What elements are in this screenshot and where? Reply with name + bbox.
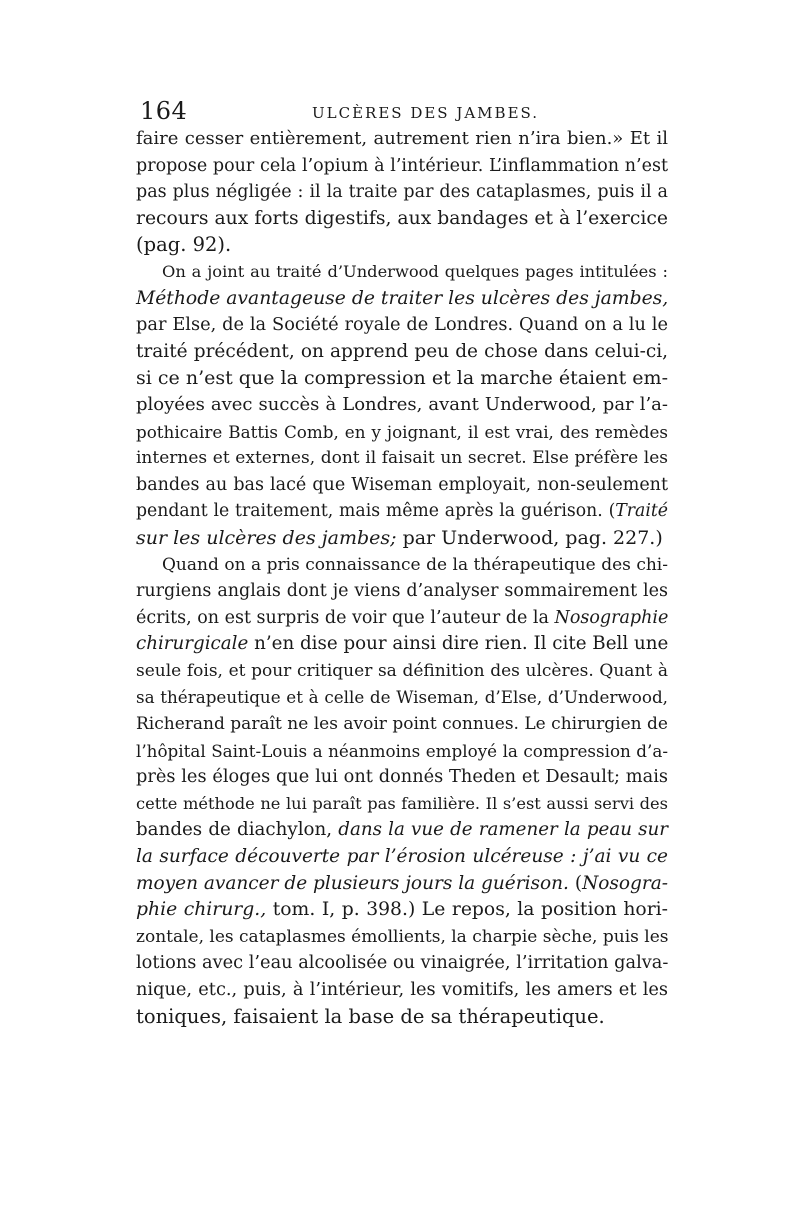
text-line: près les éloges que lui ont donnés Theden et Desault; mais [136, 767, 668, 788]
text-line: seule fois, et pour critiquer sa définition des ulcères. Quant à [136, 660, 668, 681]
text-line: zontale, les cataplasmes émollients, la charpie sèche, puis les [136, 926, 669, 947]
text-line: toniques, faisaient la base de sa thérapeutique. [136, 1004, 605, 1028]
text-line: par Else, de la Société royale de Londres. Quand on a lu le [136, 315, 668, 336]
text-line: pothicaire Battis Comb, en y joignant, il est vrai, des remèdes [136, 421, 668, 442]
text-line: internes et externes, dont il faisait un secret. Else préfère les [136, 448, 668, 469]
page-header [140, 96, 668, 126]
text-line: recours aux forts digestifs, aux bandages et à l’exercice [136, 207, 668, 229]
text-line: chirurgicale n’en dise pour ainsi dire rien. Il cite Bell une [136, 633, 669, 655]
text-line: écrits, on est surpris de voir que l’auteur de la Nosographie [136, 607, 669, 628]
text-line: propose pour cela l’opium à l’intérieur. L’inflammation n’est [136, 155, 668, 176]
text-line: l’hôpital Saint-Louis a néanmoins employé la compression d’a- [136, 740, 668, 761]
text-line: ployées avec succès à Londres, avant Underwood, par l’a- [136, 393, 668, 415]
text-line: la surface découverte par l’érosion ulcéreuse : j’ai vu ce [136, 846, 668, 868]
text-line: sur les ulcères des jambes; par Underwood, pag. 227.) [136, 526, 663, 549]
paragraph-first-line: On a joint au traité d’Underwood quelques pages intitulées : [162, 261, 668, 281]
text-line: cette méthode ne lui paraît pas familière. Il s’est aussi servi des [136, 793, 668, 813]
text-line: bandes de diachylon, dans la vue de ramener la peau sur [136, 819, 668, 841]
text-line: lotions avec l’eau alcoolisée ou vinaigrée, l’irritation galva- [136, 953, 669, 974]
page-number: 164 [140, 97, 188, 125]
text-line: Richerand paraît ne les avoir point connues. Le chirurgien de [136, 714, 668, 735]
text-line: moyen avancer de plusieurs jours la guérison. (Nosogra- [136, 872, 668, 894]
page-body [136, 126, 668, 1030]
text-line: bandes au bas lacé que Wiseman employait, non-seulement [136, 474, 668, 495]
text-line: Méthode avantageuse de traiter les ulcères des jambes, [136, 287, 669, 309]
text-line: nique, etc., puis, à l’intérieur, les vomitifs, les amers et les [136, 980, 668, 1000]
text-line: (pag. 92). [136, 233, 232, 257]
text-line: faire cesser entièrement, autrement rien n’ira bien.» Et il [136, 128, 668, 149]
text-line: traité précédent, on apprend peu de chose dans celui-ci, [136, 340, 668, 362]
text-line: pas plus négligée : il la traite par des cataplasmes, puis il a [136, 182, 668, 203]
running-title: ULCÈRES DES JAMBES. [312, 104, 540, 122]
text-line: pendant le traitement, mais même après la guérison. (Traité [136, 501, 668, 522]
text-line: rurgiens anglais dont je viens d’analyser sommairement les [136, 581, 668, 602]
text-line: si ce n’est que la compression et la marche étaient em- [136, 367, 668, 390]
text-line: phie chirurg., tom. I, p. 398.) Le repos, la position hori- [136, 899, 668, 921]
text-line: sa thérapeutique et à celle de Wiseman, d’Else, d’Underwood, [136, 687, 668, 708]
paragraph-first-line: Quand on a pris connaissance de la thérapeutique des chi- [162, 554, 668, 575]
